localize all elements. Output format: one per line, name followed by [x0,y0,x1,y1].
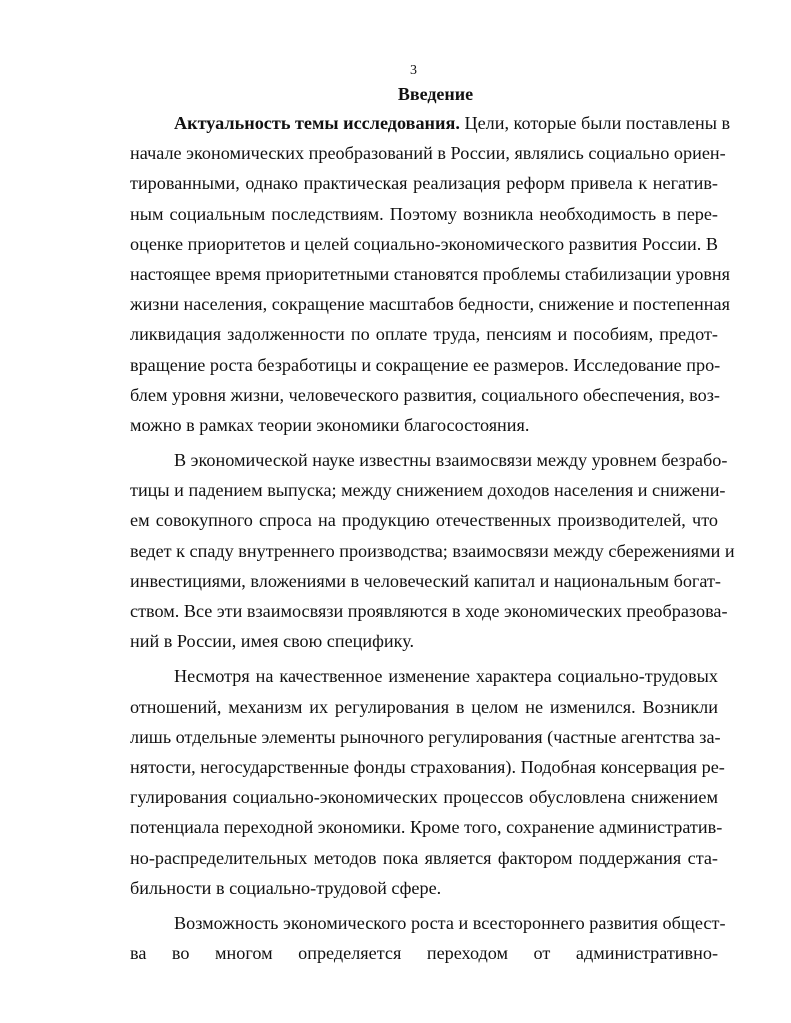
text-line: лишь отдельные элементы рыночного регулирования (частные агентства за- [130,726,721,747]
paragraph-lead: Актуальность темы исследования. [174,113,460,133]
text-line: гулирования социально-экономических процессов обусловлена снижением [130,787,718,808]
text-line: потенциала переходной экономики. Кроме того, сохранение административ- [130,817,723,838]
text-line: тицы и падением выпуска; между снижением доходов населения и снижени- [130,480,726,501]
text-line: Актуальность темы исследования. Цели, которые были поставлены в [174,113,731,133]
text-line: нятости, негосударственные фонды страхования). Подобная консервация ре- [130,756,725,777]
text-line: ва во многом определяется переходом от административно- [130,943,718,964]
text-line: отношений, механизм их регулирования в целом не изменился. Возникли [130,696,718,717]
text-line: тированными, однако практическая реализация реформ привела к негатив- [130,173,718,194]
text-line: бильности в социально-трудовой сфере. [130,877,442,898]
text-line: ведет к спаду внутреннего производства; взаимосвязи между сбережениями и [130,540,735,561]
text-line: ликвидация задолженности по оплате труда, пенсиям и пособиям, предот- [130,324,718,345]
text-line: настоящее время приоритетными становятся проблемы стабилизации уровня [130,263,731,284]
text-line: В экономической науке известны взаимосвязи между уровнем безрабо- [174,450,728,471]
text-line: но-распределительных методов пока является фактором поддержания ста- [130,847,718,868]
paragraph-regulation [130,661,725,903]
text-line: инвестициями, вложениями в человеческий капитал и национальным богат- [130,570,721,591]
text-line: жизни населения, сокращение масштабов бедности, снижение и постепенная [130,294,730,315]
text-line: Возможность экономического роста и всестороннего развития общест- [174,912,726,933]
text-line: оценке приоритетов и целей социально-экономического развития России. В [130,233,718,254]
page-number: 3 [410,63,417,78]
paragraph-interrelations [130,445,735,656]
paragraph-growth [130,908,726,968]
text-line: можно в рамках теории экономики благосостояния. [130,414,530,435]
text-line: ным социальным последствиям. Поэтому возникла необходимость в пере- [130,203,718,224]
text-line: Несмотря на качественное изменение характера социально-трудовых [174,666,718,687]
text-line: начале экономических преобразований в России, являлись социально ориен- [130,143,726,164]
text-line: ем совокупного спроса на продукцию отечественных производителей, что [130,510,718,531]
text-line: ством. Все эти взаимосвязи проявляются в ходе экономических преобразова- [130,601,728,621]
paragraph-relevance [130,108,731,440]
page-title: Введение [397,84,474,104]
text-line: ний в России, имея свою специфику. [130,631,415,652]
text-line: вращение роста безработицы и сокращение ее размеров. Исследование про- [130,354,721,375]
document-body [130,108,735,968]
text-line: блем уровня жизни, человеческого развития, социального обеспечения, воз- [130,384,720,405]
